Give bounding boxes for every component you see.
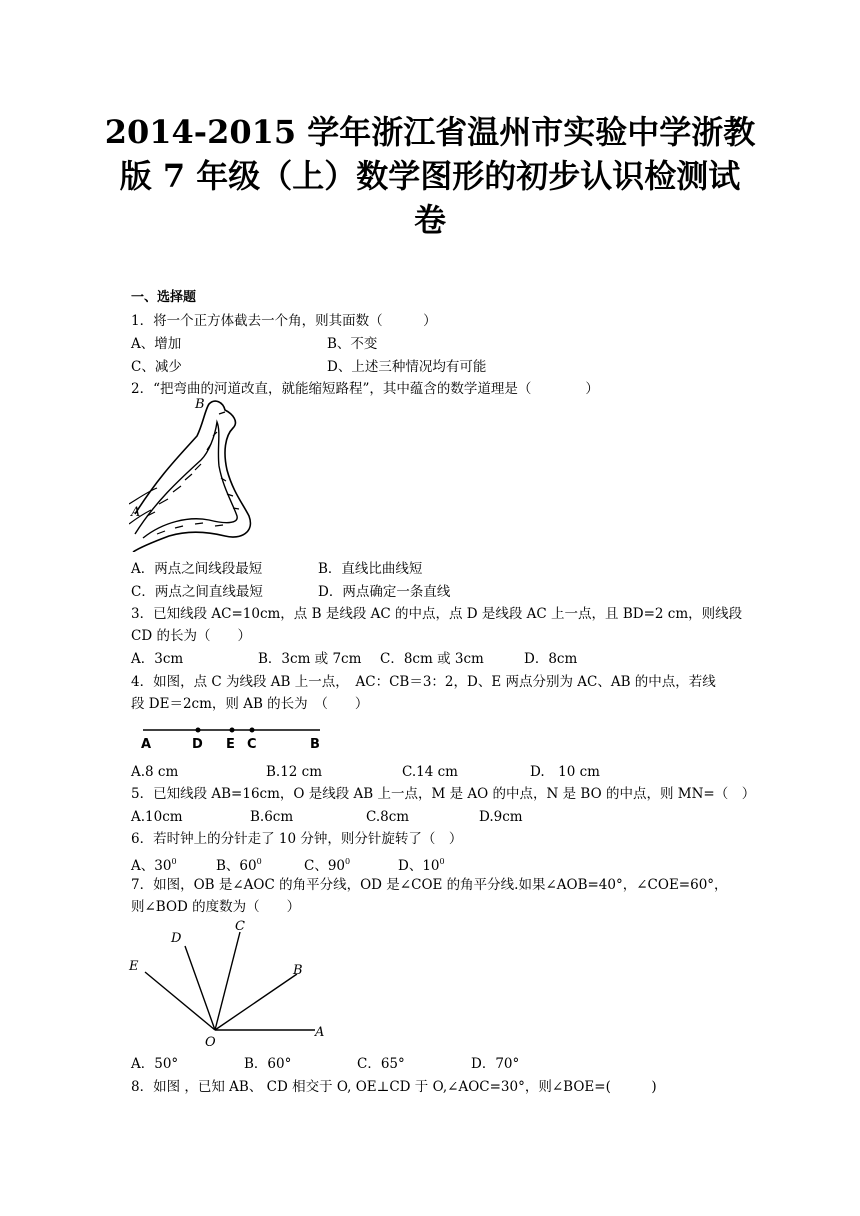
q1-option-d: D、上述三种情况均有可能 [327, 359, 487, 375]
q3-option-c: C．8cm 或 3cm [380, 651, 484, 667]
q4-option-a: A.8 cm [131, 764, 179, 780]
q7-option-c: C．65° [357, 1056, 405, 1072]
q5-option-a: A.10cm [131, 809, 183, 825]
angle-label-a: A [315, 1025, 325, 1040]
title-line-2: 版 7 年级（上）数学图形的初步认识检测试 [119, 157, 741, 195]
document-title [100, 110, 760, 242]
q6-stem: 6．若时钟上的分针走了 10 分钟，则分针旋转了（ ） [131, 831, 463, 847]
q7-option-a: A．50° [131, 1056, 179, 1072]
q7-stem-line-1: 7．如图，OB 是∠AOC 的角平分线，OD 是∠COE 的角平分线.如果∠AOB=40°，∠COE=60°， [131, 877, 728, 893]
q6-option-d: D、$10^0$ [398, 857, 445, 874]
q4-option-d: D. 10 cm [530, 764, 600, 780]
angle-label-b: B [293, 963, 303, 978]
segment-figure [135, 718, 335, 752]
q3-option-b: B．3cm 或 7cm [258, 651, 362, 667]
q7-option-b: B．60° [244, 1056, 292, 1072]
q1-option-a: A、增加 [131, 336, 182, 352]
q7-option-d: D．70° [471, 1056, 520, 1072]
q3-stem-line-1: 3．已知线段 AC=10cm，点 B 是线段 AC 的中点，点 D 是线段 AC 上一点，且 BD=2 cm，则线段 [131, 606, 743, 622]
q7-stem-line-2: 则∠BOD 的度数为（ ） [131, 899, 301, 915]
angle-label-d: D [171, 931, 182, 946]
segment-label-c: C [247, 737, 257, 752]
q3-option-a: A．3cm [131, 651, 184, 667]
q5-option-d: D.9cm [479, 809, 523, 825]
q3-option-d: D．8cm [524, 651, 578, 667]
section-heading: 一、选择题 [131, 290, 197, 305]
q3-stem-line-2: CD 的长为（ ） [131, 628, 251, 644]
q8-stem: 8．如图 ，已知 AB、 CD 相交于 O, OE⊥CD 于 O,∠AOC=30°，则∠BOE=( ) [131, 1079, 657, 1095]
q4-stem-line-1: 4．如图，点 C 为线段 AB 上一点， AC：CB＝3：2，D、E 两点分别为 AC、AB 的中点，若线 [131, 674, 716, 690]
q4-option-c: C.14 cm [402, 764, 458, 780]
angle-label-o: O [205, 1035, 216, 1050]
title-line-3: 卷 [413, 201, 446, 239]
q4-stem-line-2: 段 DE＝2cm，则 AB 的长为 （ ） [131, 696, 369, 712]
angle-figure [125, 914, 335, 1052]
angle-label-c: C [235, 919, 245, 934]
q1-stem: 1．将一个正方体截去一个角，则其面数（ ） [131, 313, 437, 329]
title-line-1: 2014-2015 学年浙江省温州市实验中学浙教 [104, 113, 756, 151]
q1-option-b: B、不变 [327, 336, 378, 352]
segment-label-a: A [141, 737, 152, 752]
angle-label-e: E [129, 959, 139, 974]
q5-option-c: C.8cm [366, 809, 410, 825]
q2-option-c: C．两点之间直线最短 [131, 584, 263, 600]
q2-option-a: A．两点之间线段最短 [131, 561, 263, 577]
q2-option-b: B．直线比曲线短 [318, 561, 423, 577]
q5-stem: 5．已知线段 AB=16cm，O 是线段 AB 上一点，M 是 AO 的中点，N 是 BO 的中点，则 MN=（ ） [131, 786, 756, 802]
river-label-a: A [131, 505, 141, 520]
q2-stem: 2．“把弯曲的河道改直，就能缩短路程”，其中蕴含的数学道理是（ ） [131, 381, 599, 397]
river-label-b: B [195, 397, 205, 412]
q1-option-c: C、减少 [131, 359, 182, 375]
segment-label-e: E [226, 737, 235, 752]
q6-option-a: A、$30^0$ [131, 857, 177, 874]
q5-option-b: B.6cm [250, 809, 294, 825]
q2-option-d: D．两点确定一条直线 [318, 584, 451, 600]
q4-option-b: B.12 cm [266, 764, 323, 780]
segment-label-b: B [310, 737, 320, 752]
river-figure [129, 396, 264, 552]
q6-option-b: B、$60^0$ [216, 857, 262, 874]
q6-option-c: C、$90^0$ [304, 857, 351, 874]
segment-label-d: D [192, 737, 203, 752]
